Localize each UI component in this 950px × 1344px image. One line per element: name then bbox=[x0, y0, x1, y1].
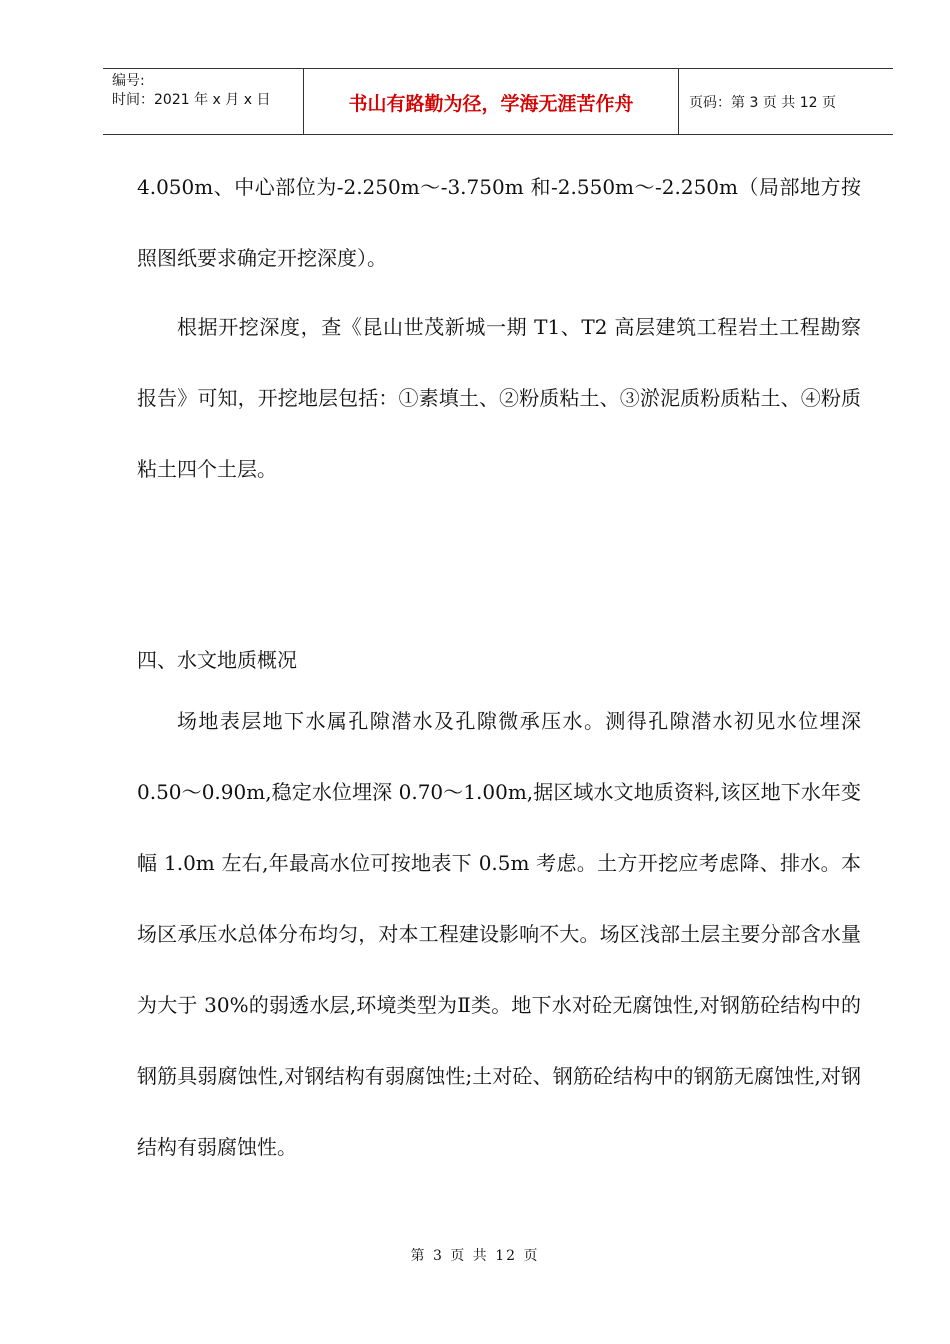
body-paragraph-1: 4.050m、中心部位为-2.250m～-3.750m 和-2.550m～-2.250m（局部地方按照图纸要求确定开挖深度）。 bbox=[137, 175, 861, 270]
number-label: 编号: bbox=[112, 73, 145, 89]
body-paragraph-3: 场地表层地下水属孔隙潜水及孔隙微承压水。测得孔隙潜水初见水位埋深 0.50～0.90m,稳定水位埋深 0.70～1.00m,据区域水文地质资料,该区地下水年变幅 1.0m 左右,年最高水位可按地表下 0.5m 考虑。土方开挖应考虑降、排水。本场区承压水总体分布均匀，对本工程建设影响不大。场区浅部土层主要分部含水量为大于 30%的弱透水层,环境类型为Ⅱ类。地下水对砼无腐蚀性,对钢筋砼结构中的钢筋具弱腐蚀性,对钢结构有弱腐蚀性;土对砼、钢筋砼结构中的钢筋无腐蚀性,对钢结构有弱腐蚀性。 bbox=[137, 709, 861, 1159]
time-label: 时间：2021 年 x 月 x 日 bbox=[112, 92, 271, 108]
header-divider bbox=[678, 69, 679, 135]
header-page-info: 页码：第 3 页 共 12 页 bbox=[689, 95, 836, 111]
page-header bbox=[103, 68, 893, 135]
header-meta bbox=[112, 72, 270, 110]
header-motto: 书山有路勤为径，学海无涯苦作舟 bbox=[348, 92, 634, 115]
body-paragraph-2: 根据开挖深度，查《昆山世茂新城一期 T1、T2 高层建筑工程岩土工程勘察报告》可知，开挖地层包括：①素填土、②粉质粘土、③淤泥质粉质粘土、④粉质粘土四个土层。 bbox=[137, 315, 861, 481]
page-footer: 第 3 页 共 12 页 bbox=[410, 1248, 540, 1264]
section-title: 四、水文地质概况 bbox=[137, 648, 297, 672]
